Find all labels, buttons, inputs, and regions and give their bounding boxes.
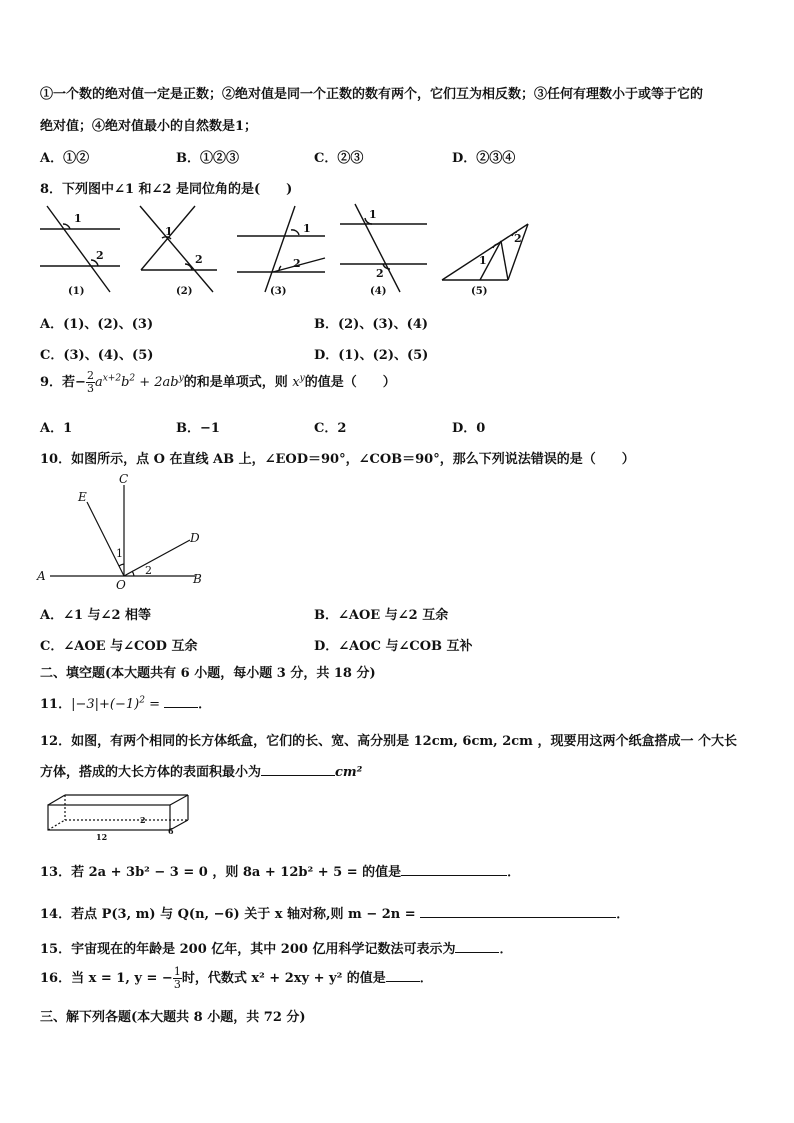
q8-fig1-angle2: 2 bbox=[96, 249, 104, 262]
q16-fraction: $\frac{1}{3}$ bbox=[173, 965, 181, 991]
q10-angle2: 2 bbox=[145, 564, 152, 577]
q12-answer-blank[interactable] bbox=[261, 763, 335, 776]
q10-point-e: E bbox=[78, 490, 87, 504]
q11: 11．$|-3|+(-1)^2$ = ． bbox=[40, 695, 212, 712]
q8-fig4-angle1: 1 bbox=[369, 208, 377, 221]
q10-point-a: A bbox=[37, 569, 46, 583]
q8-fig3-angle1: 1 bbox=[303, 222, 311, 235]
q12-box-figure bbox=[40, 790, 200, 842]
q10-option-d: D．∠AOC 与∠COB 互补 bbox=[314, 639, 473, 654]
q7-option-d: D．②③④ bbox=[452, 151, 516, 166]
q10-option-a: A．∠1 与∠2 相等 bbox=[40, 608, 152, 623]
q8-figures bbox=[35, 200, 535, 300]
q13-answer-blank[interactable] bbox=[401, 863, 507, 876]
q8-fig5-label: (5) bbox=[471, 286, 488, 297]
q8-fig3-angle2: 2 bbox=[293, 257, 301, 270]
q7-option-b: B．①②③ bbox=[176, 151, 239, 166]
q10-point-c: C bbox=[119, 472, 129, 486]
q11-answer-blank[interactable] bbox=[164, 695, 198, 708]
q12-line1: 12．如图，有两个相同的长方体纸盒，它们的长、宽、高分别是 12cm, 6cm, 2cm ，现要用这两个纸盒搭成一 个大长 bbox=[40, 734, 737, 749]
q8-fig4-angle2: 2 bbox=[376, 267, 384, 280]
q10-point-b: B bbox=[193, 572, 202, 586]
q9-fraction: $\frac{2}{3}$ bbox=[86, 369, 94, 395]
q13: 13．若 2a + 3b² − 3 = 0 ，则 8a + 12b² + 5 = 的值是 ． bbox=[40, 865, 521, 880]
q10-angle1: 1 bbox=[116, 547, 123, 560]
q7-option-c: C．②③ bbox=[314, 151, 364, 166]
q10-figure bbox=[35, 470, 220, 595]
q9-option-d: D．0 bbox=[452, 421, 486, 436]
q15: 15．宇宙现在的年龄是 200 亿年，其中 200 亿用科学记数法可表示为 ． bbox=[40, 942, 513, 957]
q10-stem: 10．如图所示，点 O 在直线 AB 上，∠EOD＝90°，∠COB＝90°，那么下列说法错误的是（ ） bbox=[40, 452, 635, 467]
q8-stem: 8．下列图中∠1 和∠2 是同位角的是( ) bbox=[40, 182, 293, 197]
q8-option-a: A．(1)、(2)、(3) bbox=[40, 317, 154, 332]
q7-line1: ①一个数的绝对值一定是正数；②绝对值是同一个正数的数有两个，它们互为相反数；③任何有理数小于或等于它的 bbox=[40, 87, 704, 102]
q16-answer-blank[interactable] bbox=[386, 969, 420, 982]
q8-fig2-angle2: 2 bbox=[195, 253, 203, 266]
q9-option-b: B．−1 bbox=[176, 421, 220, 436]
q16: 16．当 x = 1, y = − $\frac{1}{3}$ 时，代数式 x² + 2xy + y² 的值是 ． bbox=[40, 965, 433, 991]
q7-line2: 绝对值；④绝对值最小的自然数是1； bbox=[40, 119, 258, 134]
q8-fig2-angle1: 1 bbox=[165, 225, 173, 238]
q8-fig4-label: (4) bbox=[370, 286, 387, 297]
q12-height-label: 2 bbox=[140, 815, 146, 825]
q8-option-b: B．(2)、(3)、(4) bbox=[314, 317, 429, 332]
q9-stem: 9．若− $\frac{2}{3}$ $a^{x+2}b^2 + 2ab^y$的和是单项式，则 $x^y$的值是（ ） bbox=[40, 369, 396, 395]
q8-fig5-angle2: 2 bbox=[514, 232, 522, 245]
q8-fig2-label: (2) bbox=[176, 286, 193, 297]
q8-fig1-label: (1) bbox=[68, 286, 85, 297]
q8-option-d: D．(1)、(2)、(5) bbox=[314, 348, 429, 363]
q8-fig3-label: (3) bbox=[270, 286, 287, 297]
q10-point-o: O bbox=[116, 578, 126, 592]
q14: 14．若点 P(3, m) 与 Q(n, −6) 关于 x 轴对称,则 m − 2n = ． bbox=[40, 907, 630, 922]
q10-point-d: D bbox=[190, 531, 200, 545]
section-3-heading: 三、解下列各题(本大题共 8 小题，共 72 分) bbox=[40, 1010, 306, 1025]
q8-fig5-angle1: 1 bbox=[479, 254, 487, 267]
section-2-heading: 二、填空题(本大题共有 6 小题，每小题 3 分，共 18 分) bbox=[40, 666, 376, 681]
q7-option-a: A．①② bbox=[40, 151, 90, 166]
q12-line2: 方体，搭成的大长方体的表面积最小为 cm² bbox=[40, 765, 363, 780]
q15-answer-blank[interactable] bbox=[455, 940, 499, 953]
q12-width-label: 6 bbox=[168, 826, 174, 836]
q14-answer-blank[interactable] bbox=[420, 905, 616, 918]
q8-fig1-angle1: 1 bbox=[74, 212, 82, 225]
q10-option-b: B．∠AOE 与∠2 互余 bbox=[314, 608, 449, 623]
q10-option-c: C．∠AOE 与∠COD 互余 bbox=[40, 639, 198, 654]
q9-option-c: C．2 bbox=[314, 421, 347, 436]
q9-option-a: A．1 bbox=[40, 421, 73, 436]
q12-length-label: 12 bbox=[96, 832, 108, 842]
q8-option-c: C．(3)、(4)、(5) bbox=[40, 348, 154, 363]
